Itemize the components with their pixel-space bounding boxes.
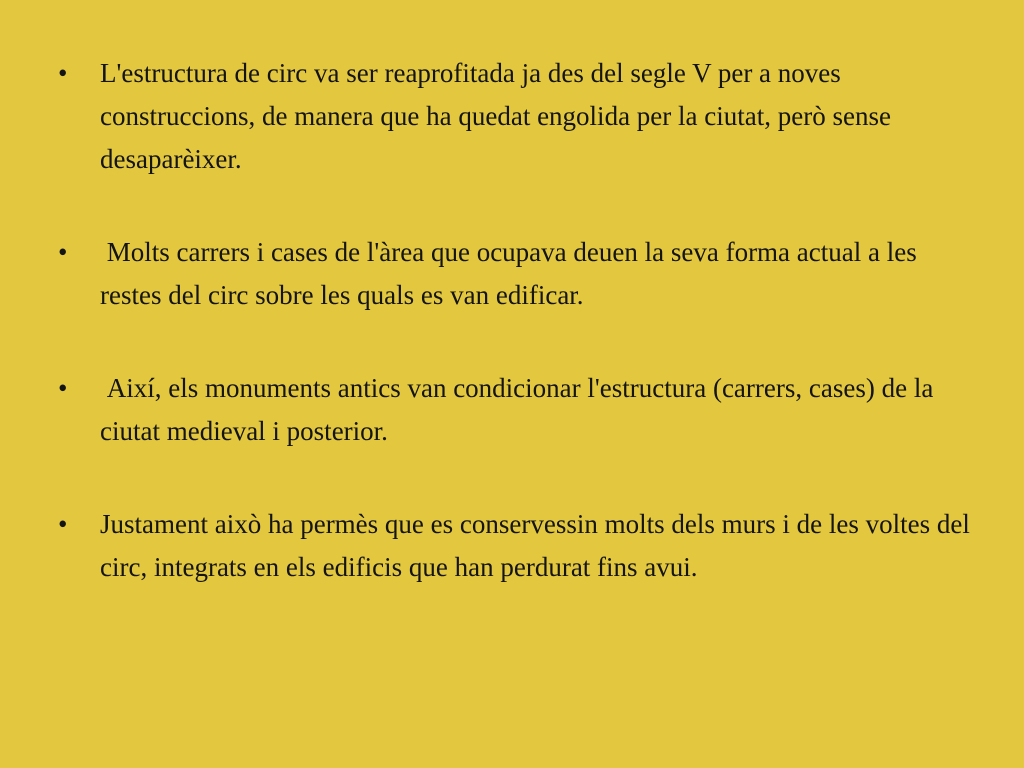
bullet-list	[58, 52, 978, 639]
bullet-item-1	[58, 52, 978, 181]
bullet-text-1: L'estructura de circ va ser reaprofitada ja des del segle V per a noves construccions, de manera que ha quedat engolida per la ciutat, però sense desaparèixer.	[100, 58, 898, 174]
bullet-icon: •	[58, 509, 68, 539]
bullet-item-2	[58, 231, 978, 317]
bullet-icon: •	[58, 373, 68, 403]
bullet-icon: •	[58, 58, 68, 88]
bullet-text-2: Molts carrers i cases de l'àrea que ocupava deuen la seva forma actual a les restes del circ sobre les quals es van edificar.	[100, 237, 924, 310]
bullet-item-4	[58, 503, 978, 589]
bullet-text-4: Justament això ha permès que es conservessin molts dels murs i de les voltes del circ, integrats en els edificis que han perdurat fins avui.	[100, 509, 977, 582]
bullet-icon: •	[58, 237, 68, 267]
bullet-item-3	[58, 367, 978, 453]
bullet-text-3: Així, els monuments antics van condicionar l'estructura (carrers, cases) de la ciutat medieval i posterior.	[100, 373, 941, 446]
